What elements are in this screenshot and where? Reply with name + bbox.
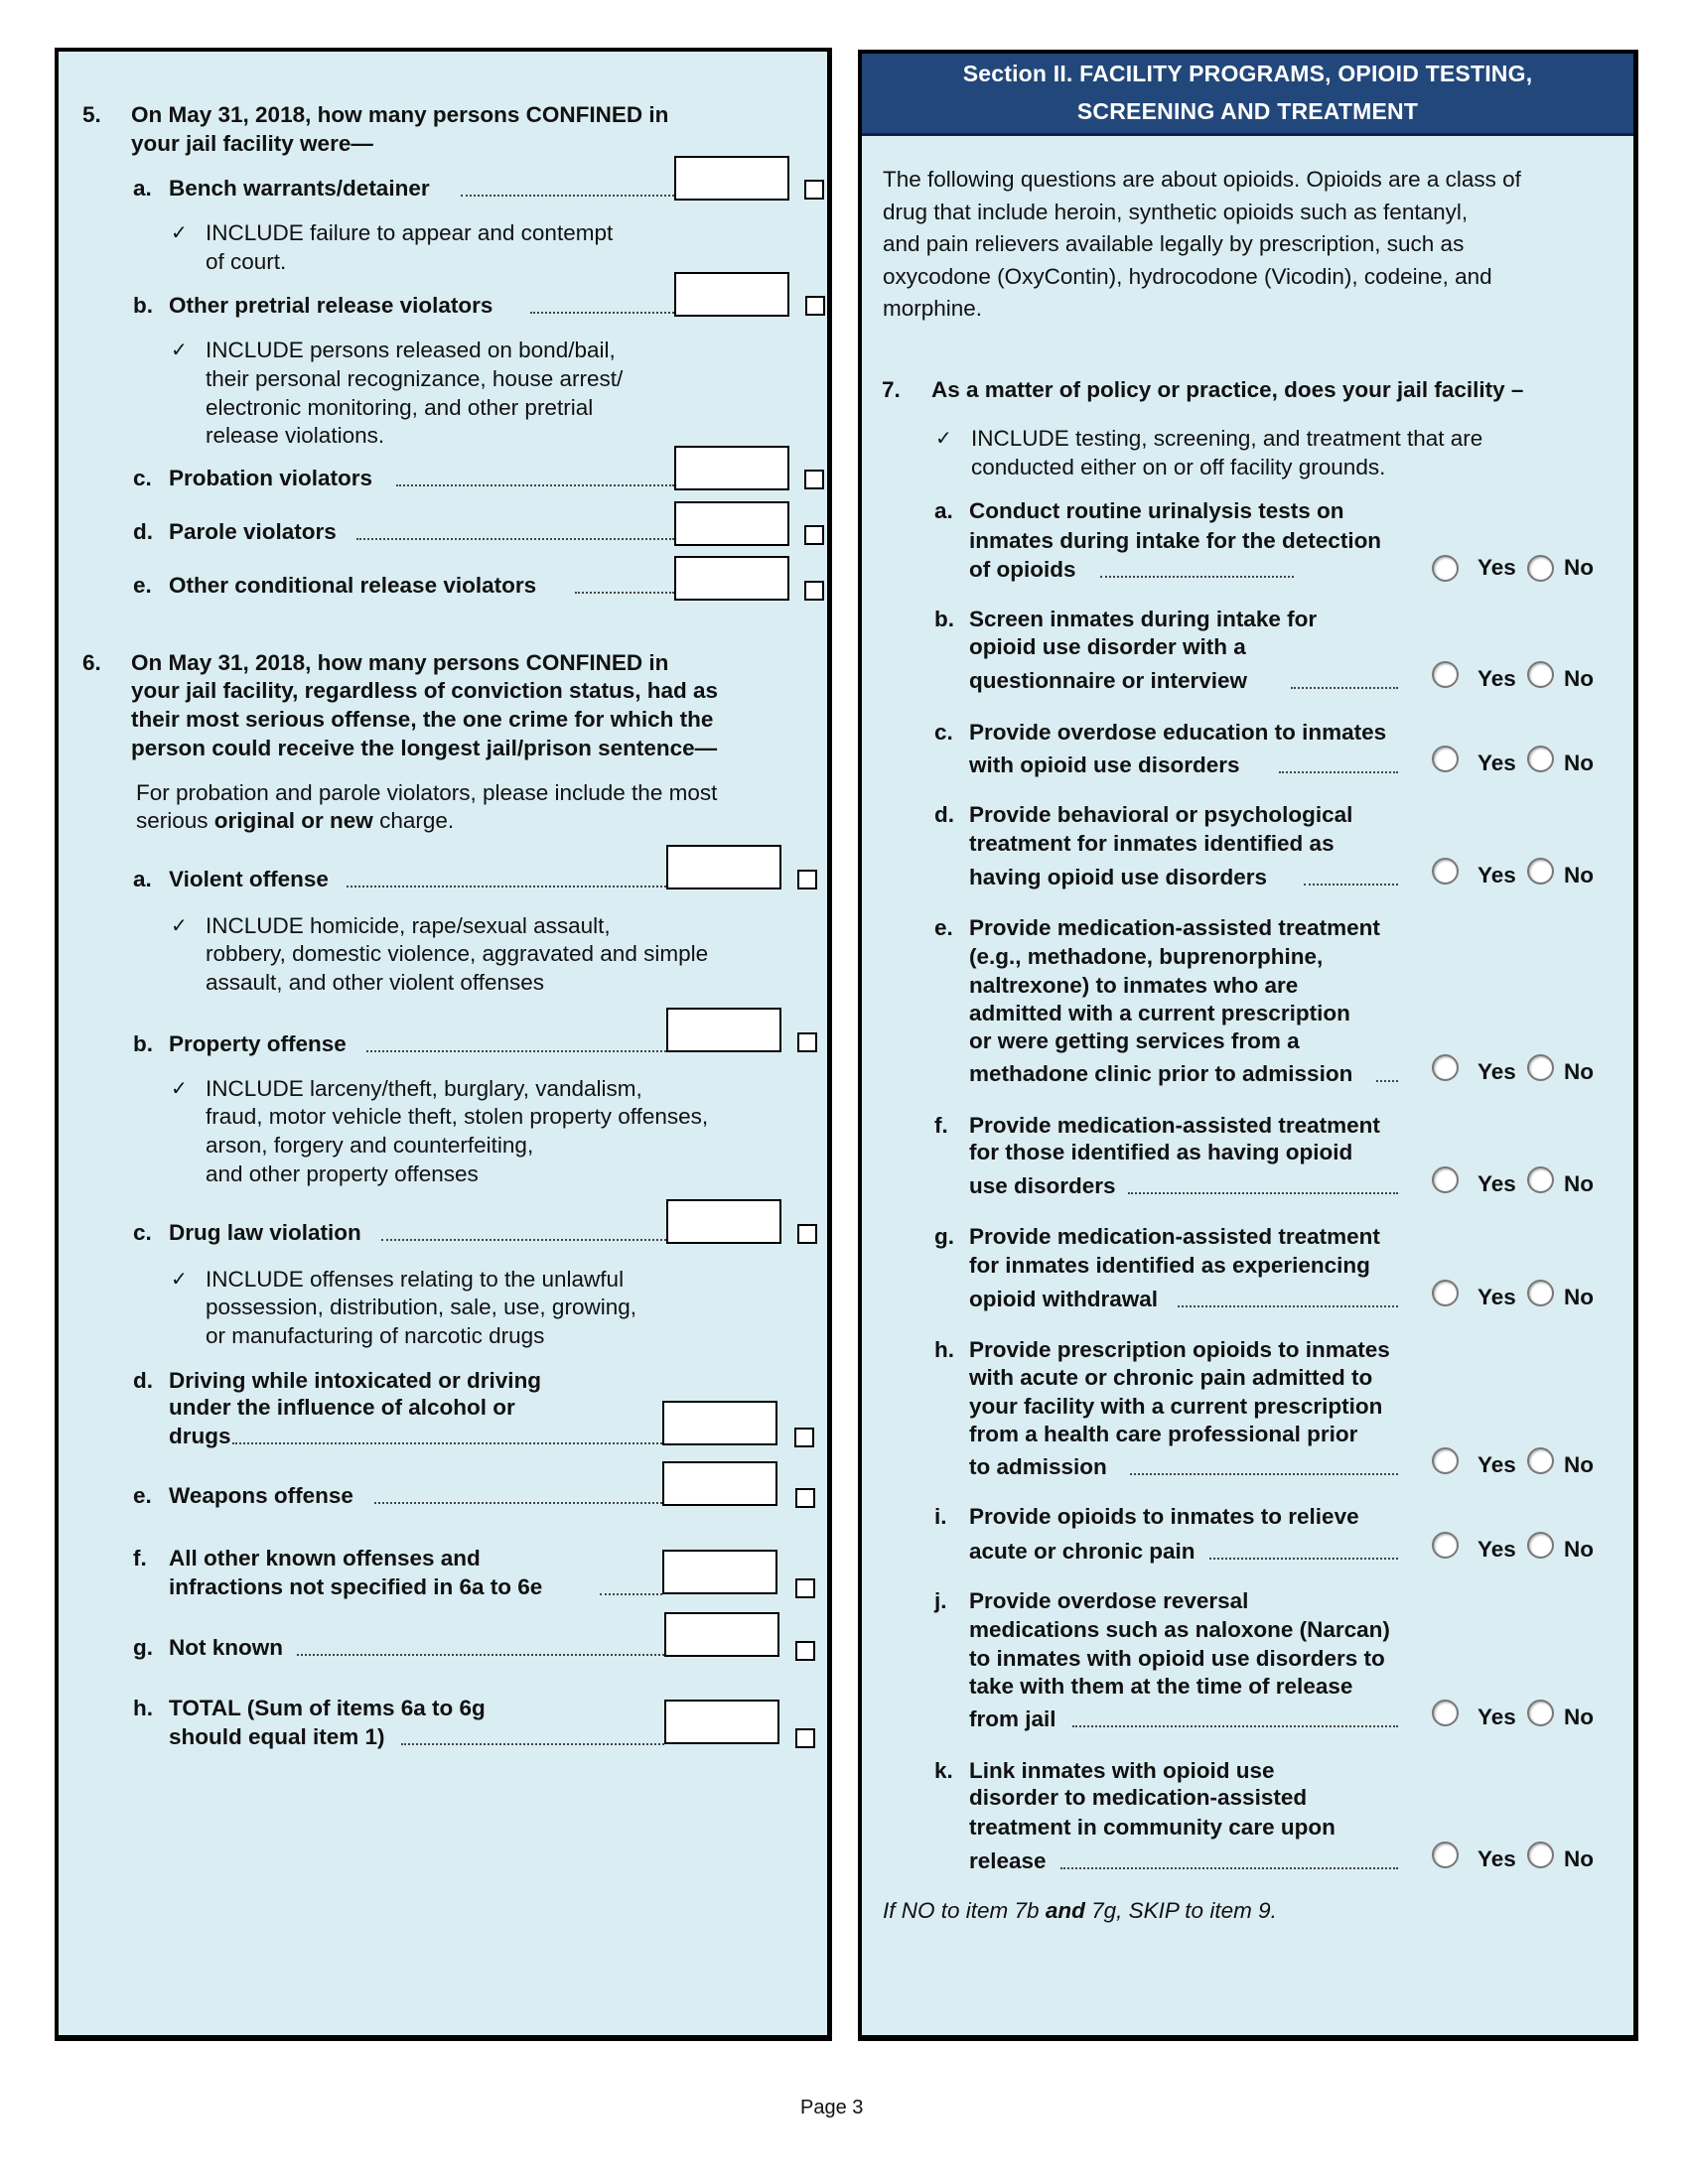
q6b-dk-checkbox[interactable] [797,1032,817,1052]
q5a-note: INCLUDE failure to appear and contempt [206,220,614,245]
q6-question-line: person could receive the longest jail/prison sentence— [131,736,718,760]
q7d-text: Provide behavioral or psychological [969,802,1353,827]
q5a-note: of court. [206,249,287,274]
q7d-text: treatment for inmates identified as [969,831,1335,856]
q5d-label: Parole violators [169,519,337,544]
q6h-letter: h. [133,1696,153,1720]
q5-number: 5. [82,102,101,127]
intro-text: oxycodone (OxyContin), hydrocodone (Vicodin), codeine, and [883,264,1492,289]
q5b-note: INCLUDE persons released on bond/bail, [206,338,616,362]
leader-dots [1291,684,1398,689]
q7h-yes-radio[interactable] [1432,1447,1459,1474]
no-label: No [1564,1846,1594,1871]
q5b-letter: b. [133,293,153,318]
leader-dots [347,883,666,887]
leader-dots [600,1590,662,1595]
checkmark-icon: ✓ [935,428,952,450]
q6e-count-input[interactable] [662,1461,777,1506]
checkmark-icon: ✓ [171,915,188,937]
skip-instruction: If NO to item 7b and 7g, SKIP to item 9. [883,1898,1277,1923]
q6a-count-input[interactable] [666,845,781,889]
q6g-letter: g. [133,1635,153,1660]
q7k-text: release [969,1848,1047,1873]
intro-text: The following questions are about opioids. Opioids are a class of [883,167,1521,192]
q5b-note: electronic monitoring, and other pretrial [206,395,594,420]
q7j-yes-radio[interactable] [1432,1700,1459,1726]
yes-label: Yes [1477,751,1516,775]
q7-note: INCLUDE testing, screening, and treatment that are [971,426,1483,451]
q5c-letter: c. [133,466,152,490]
left-panel [55,48,832,2041]
yes-label: Yes [1477,1285,1516,1309]
q6h-total-input[interactable] [664,1700,779,1744]
q7i-letter: i. [934,1504,947,1529]
q7a-yes-radio[interactable] [1432,555,1459,582]
q7e-yes-radio[interactable] [1432,1054,1459,1081]
leader-dots [461,192,674,197]
q6c-note: INCLUDE offenses relating to the unlawful [206,1267,625,1292]
q7c-text: with opioid use disorders [969,752,1240,777]
q7f-text: Provide medication-assisted treatment [969,1113,1380,1138]
q7j-no-radio[interactable] [1527,1700,1554,1726]
q7b-no-radio[interactable] [1527,661,1554,688]
q7b-letter: b. [934,607,954,631]
yes-label: Yes [1477,1705,1516,1729]
q5c-label: Probation violators [169,466,373,490]
section-title: SCREENING AND TREATMENT [1076,98,1419,124]
q6a-label: Violent offense [169,867,329,891]
q7b-text: opioid use disorder with a [969,634,1246,659]
q6a-dk-checkbox[interactable] [797,870,817,889]
q6-instruction: For probation and parole violators, please include the most [136,780,718,805]
leader-dots [575,589,674,594]
q6f-letter: f. [133,1546,147,1570]
q7a-no-radio[interactable] [1527,555,1554,582]
q6d-dk-checkbox[interactable] [794,1428,814,1447]
no-label: No [1564,1171,1594,1196]
yes-label: Yes [1477,1846,1516,1871]
yes-label: Yes [1477,1171,1516,1196]
q7e-text: or were getting services from a [969,1028,1300,1053]
q6-question-line: your jail facility, regardless of conviction status, had as [131,678,719,703]
section-header [862,54,1633,136]
right-panel [858,50,1638,2041]
q7b-text: Screen inmates during intake for [969,607,1318,631]
q7a-text: Conduct routine urinalysis tests on [969,498,1344,523]
q5b-label: Other pretrial release violators [169,293,493,318]
q7e-text: methadone clinic prior to admission [969,1061,1353,1086]
q7f-text: use disorders [969,1173,1116,1198]
q6f-label: All other known offenses and [169,1546,481,1570]
q6b-note: INCLUDE larceny/theft, burglary, vandalism, [206,1076,642,1101]
q7i-text: acute or chronic pain [969,1539,1196,1564]
q7d-no-radio[interactable] [1527,858,1554,885]
leader-dots [297,1651,664,1656]
q6a-note: assault, and other violent offenses [206,970,545,995]
q5c-dk-checkbox[interactable] [804,470,824,489]
leader-dots [396,481,674,486]
leader-dots [401,1740,664,1745]
q5b-note: their personal recognizance, house arrest/ [206,366,624,391]
q5-question-line: On May 31, 2018, how many persons CONFINED in [131,102,669,127]
intro-text: drug that include heroin, synthetic opioids such as fentanyl, [883,200,1469,224]
q5e-count-input[interactable] [674,556,789,601]
q7-number: 7. [882,377,901,402]
q7h-text: with acute or chronic pain admitted to [969,1365,1373,1390]
q6h-dk-checkbox[interactable] [795,1728,815,1748]
q7b-text: questionnaire or interview [969,668,1248,693]
q7f-yes-radio[interactable] [1432,1166,1459,1193]
q6g-count-input[interactable] [664,1612,779,1657]
q5a-letter: a. [133,176,152,201]
no-label: No [1564,863,1594,887]
q6b-count-input[interactable] [666,1008,781,1052]
yes-label: Yes [1477,1059,1516,1084]
q6-instruction-line2: serious original or new charge. [136,808,455,833]
q7f-letter: f. [934,1113,948,1138]
q7g-text: Provide medication-assisted treatment [969,1224,1380,1249]
q7h-text: from a health care professional prior [969,1422,1358,1446]
q7k-text: Link inmates with opioid use [969,1758,1275,1783]
leader-dots [381,1236,666,1241]
leader-dots [356,535,674,540]
leader-dots [1279,768,1398,773]
q5d-letter: d. [133,519,153,544]
q7h-text: to admission [969,1454,1107,1479]
intro-text: morphine. [883,296,983,321]
q7h-text: your facility with a current prescription [969,1394,1383,1419]
leader-dots [1209,1555,1398,1560]
q7c-text: Provide overdose education to inmates [969,720,1387,745]
no-label: No [1564,555,1594,580]
q7d-text: having opioid use disorders [969,865,1268,889]
q7c-no-radio[interactable] [1527,746,1554,772]
q7j-letter: j. [934,1588,947,1613]
q6-question-line: their most serious offense, the one crime for which the [131,707,714,732]
q7f-text: for those identified as having opioid [969,1140,1353,1164]
q6b-label: Property offense [169,1031,347,1056]
q5a-count-input[interactable] [674,156,789,201]
q6e-dk-checkbox[interactable] [795,1488,815,1508]
q6d-count-input[interactable] [662,1401,777,1445]
q6a-letter: a. [133,867,152,891]
leader-dots [1100,573,1294,578]
q7k-text: disorder to medication-assisted [969,1785,1308,1810]
q5b-count-input[interactable] [674,272,789,317]
leader-dots [374,1499,662,1504]
q7g-yes-radio[interactable] [1432,1280,1459,1306]
leader-dots [1376,1077,1398,1082]
q7b-yes-radio[interactable] [1432,661,1459,688]
q6b-letter: b. [133,1031,153,1056]
q5b-dk-checkbox[interactable] [805,296,825,316]
q7e-text: naltrexone) to inmates who are [969,973,1299,998]
no-label: No [1564,751,1594,775]
no-label: No [1564,666,1594,691]
q7i-yes-radio[interactable] [1432,1532,1459,1559]
q6a-note: robbery, domestic violence, aggravated and simple [206,941,709,966]
q7e-text: (e.g., methadone, buprenorphine, [969,944,1324,969]
checkmark-icon: ✓ [171,222,188,244]
q7-note: conducted either on or off facility grounds. [971,455,1386,479]
section-title: Section II. FACILITY PROGRAMS, OPIOID TESTING, [962,61,1533,86]
q5e-dk-checkbox[interactable] [804,581,824,601]
q6f-label: infractions not specified in 6a to 6e [169,1574,543,1599]
leader-dots [366,1047,666,1052]
leader-dots [1130,1470,1398,1475]
q6c-count-input[interactable] [666,1199,781,1244]
leader-dots [1060,1864,1398,1869]
q6h-label: should equal item 1) [169,1724,385,1749]
q7j-text: medications such as naloxone (Narcan) [969,1617,1390,1642]
yes-label: Yes [1477,863,1516,887]
no-label: No [1564,1452,1594,1477]
q7g-no-radio[interactable] [1527,1280,1554,1306]
q6a-note: INCLUDE homicide, rape/sexual assault, [206,913,611,938]
leader-dots [232,1439,662,1444]
q7d-letter: d. [934,802,954,827]
q7k-letter: k. [934,1758,953,1783]
q7c-letter: c. [934,720,953,745]
q7a-letter: a. [934,498,953,523]
q5d-count-input[interactable] [674,501,789,546]
q7g-letter: g. [934,1224,954,1249]
q5b-note: release violations. [206,423,385,448]
q6c-note: possession, distribution, sale, use, growing, [206,1295,636,1319]
q6-question-line: On May 31, 2018, how many persons CONFINED in [131,650,669,675]
q5a-label: Bench warrants/detainer [169,176,430,201]
q6b-note: arson, forgery and counterfeiting, [206,1133,534,1158]
q7e-no-radio[interactable] [1527,1054,1554,1081]
q5d-dk-checkbox[interactable] [804,525,824,545]
q6e-letter: e. [133,1483,152,1508]
q5c-count-input[interactable] [674,446,789,490]
q7j-text: take with them at the time of release [969,1674,1353,1699]
no-label: No [1564,1705,1594,1729]
q7-question: As a matter of policy or practice, does your jail facility – [931,377,1524,402]
q7h-text: Provide prescription opioids to inmates [969,1337,1390,1362]
q7e-text: admitted with a current prescription [969,1001,1350,1025]
q5e-letter: e. [133,573,152,598]
q6g-dk-checkbox[interactable] [795,1641,815,1661]
q7j-text: to inmates with opioid use disorders to [969,1646,1385,1671]
q6b-note: and other property offenses [206,1161,479,1186]
checkmark-icon: ✓ [171,1078,188,1100]
q7i-text: Provide opioids to inmates to relieve [969,1504,1359,1529]
leader-dots [530,309,674,314]
q6d-letter: d. [133,1368,153,1393]
q6h-label: TOTAL (Sum of items 6a to 6g [169,1696,486,1720]
leader-dots [1304,881,1398,886]
q6c-label: Drug law violation [169,1220,361,1245]
q5e-label: Other conditional release violators [169,573,537,598]
q5a-dk-checkbox[interactable] [804,180,824,200]
q7a-text: inmates during intake for the detection [969,528,1382,553]
q6f-count-input[interactable] [662,1550,777,1594]
q7a-text: of opioids [969,557,1076,582]
q6e-label: Weapons offense [169,1483,353,1508]
q7e-letter: e. [934,915,953,940]
q7i-no-radio[interactable] [1527,1532,1554,1559]
q7d-yes-radio[interactable] [1432,858,1459,885]
yes-label: Yes [1477,666,1516,691]
no-label: No [1564,1285,1594,1309]
q6c-letter: c. [133,1220,152,1245]
leader-dots [1072,1722,1398,1727]
yes-label: Yes [1477,555,1516,580]
q7k-text: treatment in community care upon [969,1815,1336,1840]
q7j-text: Provide overdose reversal [969,1588,1249,1613]
q5-question-line: your jail facility were— [131,131,373,156]
q6f-dk-checkbox[interactable] [795,1578,815,1598]
leader-dots [1178,1302,1398,1307]
q7j-text: from jail [969,1706,1056,1731]
q7h-no-radio[interactable] [1527,1447,1554,1474]
no-label: No [1564,1059,1594,1084]
q6c-note: or manufacturing of narcotic drugs [206,1323,545,1348]
page-number: Page 3 [800,2097,864,2118]
q7e-text: Provide medication-assisted treatment [969,915,1380,940]
q6d-label: Driving while intoxicated or driving [169,1368,542,1393]
q7g-text: opioid withdrawal [969,1287,1158,1311]
q7c-yes-radio[interactable] [1432,746,1459,772]
yes-label: Yes [1477,1537,1516,1562]
no-label: No [1564,1537,1594,1562]
q7g-text: for inmates identified as experiencing [969,1253,1370,1278]
q7f-no-radio[interactable] [1527,1166,1554,1193]
q7k-yes-radio[interactable] [1432,1842,1459,1868]
q6-number: 6. [82,650,101,675]
q6c-dk-checkbox[interactable] [797,1224,817,1244]
q6d-label: under the influence of alcohol or [169,1395,515,1420]
q7h-letter: h. [934,1337,954,1362]
q6g-label: Not known [169,1635,283,1660]
yes-label: Yes [1477,1452,1516,1477]
leader-dots [1128,1189,1398,1194]
q7k-no-radio[interactable] [1527,1842,1554,1868]
checkmark-icon: ✓ [171,340,188,361]
checkmark-icon: ✓ [171,1269,188,1291]
q6b-note: fraud, motor vehicle theft, stolen property offenses, [206,1104,709,1129]
intro-text: and pain relievers available legally by prescription, such as [883,231,1465,256]
q6d-label: drugs [169,1424,231,1448]
